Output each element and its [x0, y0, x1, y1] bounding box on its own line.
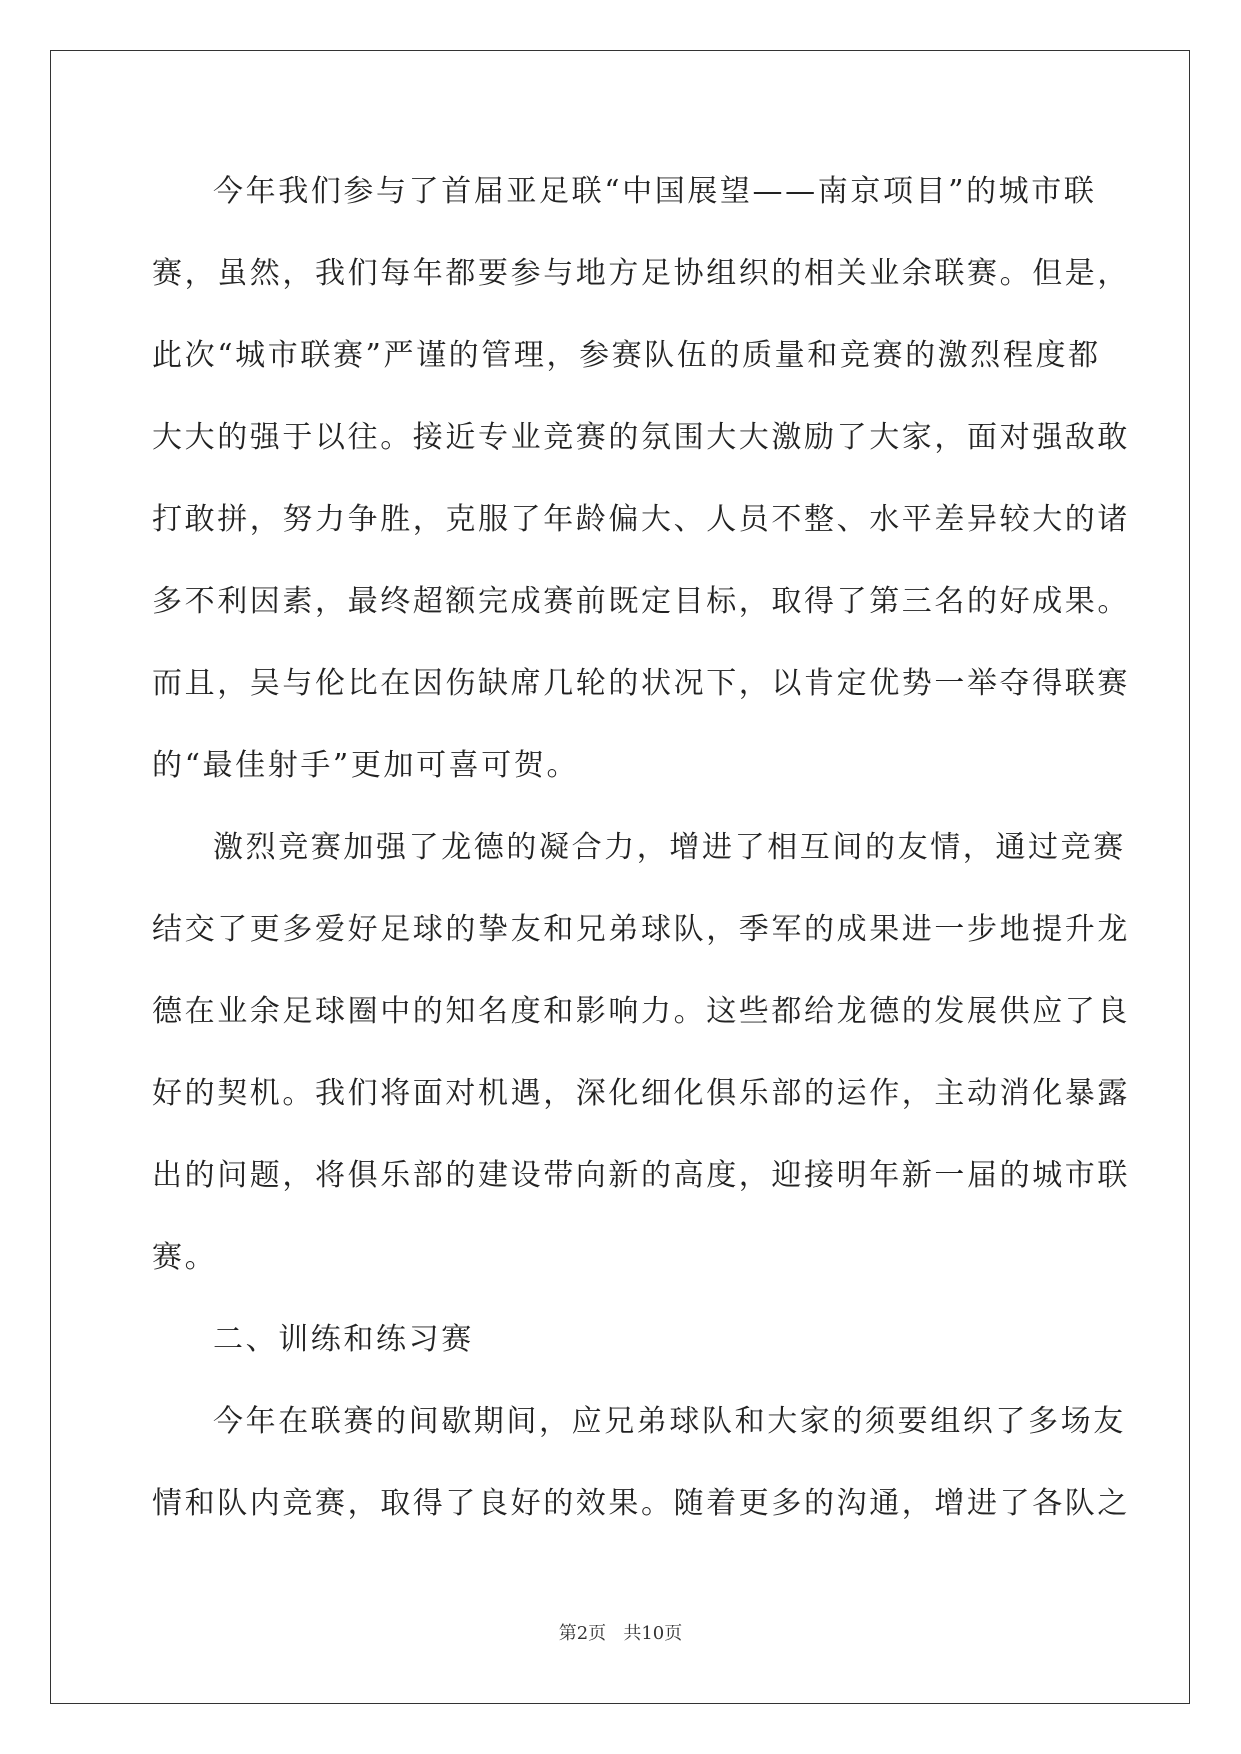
text-line: 今年我们参与了首届亚足联“中国展望——南京项目”的城市联 [213, 174, 1097, 209]
document-body [152, 151, 1130, 1545]
text-line: 德在业余足球圈中的知名度和影响力。这些都给龙德的发展供应了良 [152, 994, 1130, 1029]
text-line: 情和队内竞赛，取得了良好的效果。随着更多的沟通，增进了各队之 [152, 1486, 1130, 1521]
text-line: 结交了更多爱好足球的挚友和兄弟球队，季军的成果进一步地提升龙 [152, 912, 1130, 947]
text-line: 而且，吴与伦比在因伤缺席几轮的状况下，以肯定优势一举夺得联赛 [152, 666, 1130, 701]
text-line: 激烈竞赛加强了龙德的凝合力，增进了相互间的友情，通过竞赛 [213, 830, 1126, 865]
text-line: 好的契机。我们将面对机遇，深化细化俱乐部的运作，主动消化暴露 [152, 1076, 1130, 1111]
page-footer [0, 1622, 1241, 1646]
page-number-total: 共10页 [623, 1623, 683, 1644]
text-line: 多不利因素，最终超额完成赛前既定目标，取得了第三名的好成果。 [152, 584, 1130, 619]
page-number-current: 第2页 [558, 1623, 607, 1644]
text-line: 出的问题，将俱乐部的建设带向新的高度，迎接明年新一届的城市联 [152, 1158, 1130, 1193]
section-heading: 二、训练和练习赛 [213, 1322, 474, 1357]
text-line: 大大的强于以往。接近专业竞赛的氛围大大激励了大家，面对强敌敢 [152, 420, 1130, 455]
text-line: 赛，虽然，我们每年都要参与地方足协组织的相关业余联赛。但是， [152, 256, 1130, 291]
text-line: 的“最佳射手”更加可喜可贺。 [152, 748, 580, 783]
text-line: 此次“城市联赛”严谨的管理，参赛队伍的质量和竞赛的激烈程度都 [152, 338, 1101, 373]
text-line: 赛。 [152, 1240, 218, 1275]
text-line: 打敢拼，努力争胜，克服了年龄偏大、人员不整、水平差异较大的诸 [152, 502, 1130, 537]
text-line: 今年在联赛的间歇期间，应兄弟球队和大家的须要组织了多场友 [213, 1404, 1126, 1439]
